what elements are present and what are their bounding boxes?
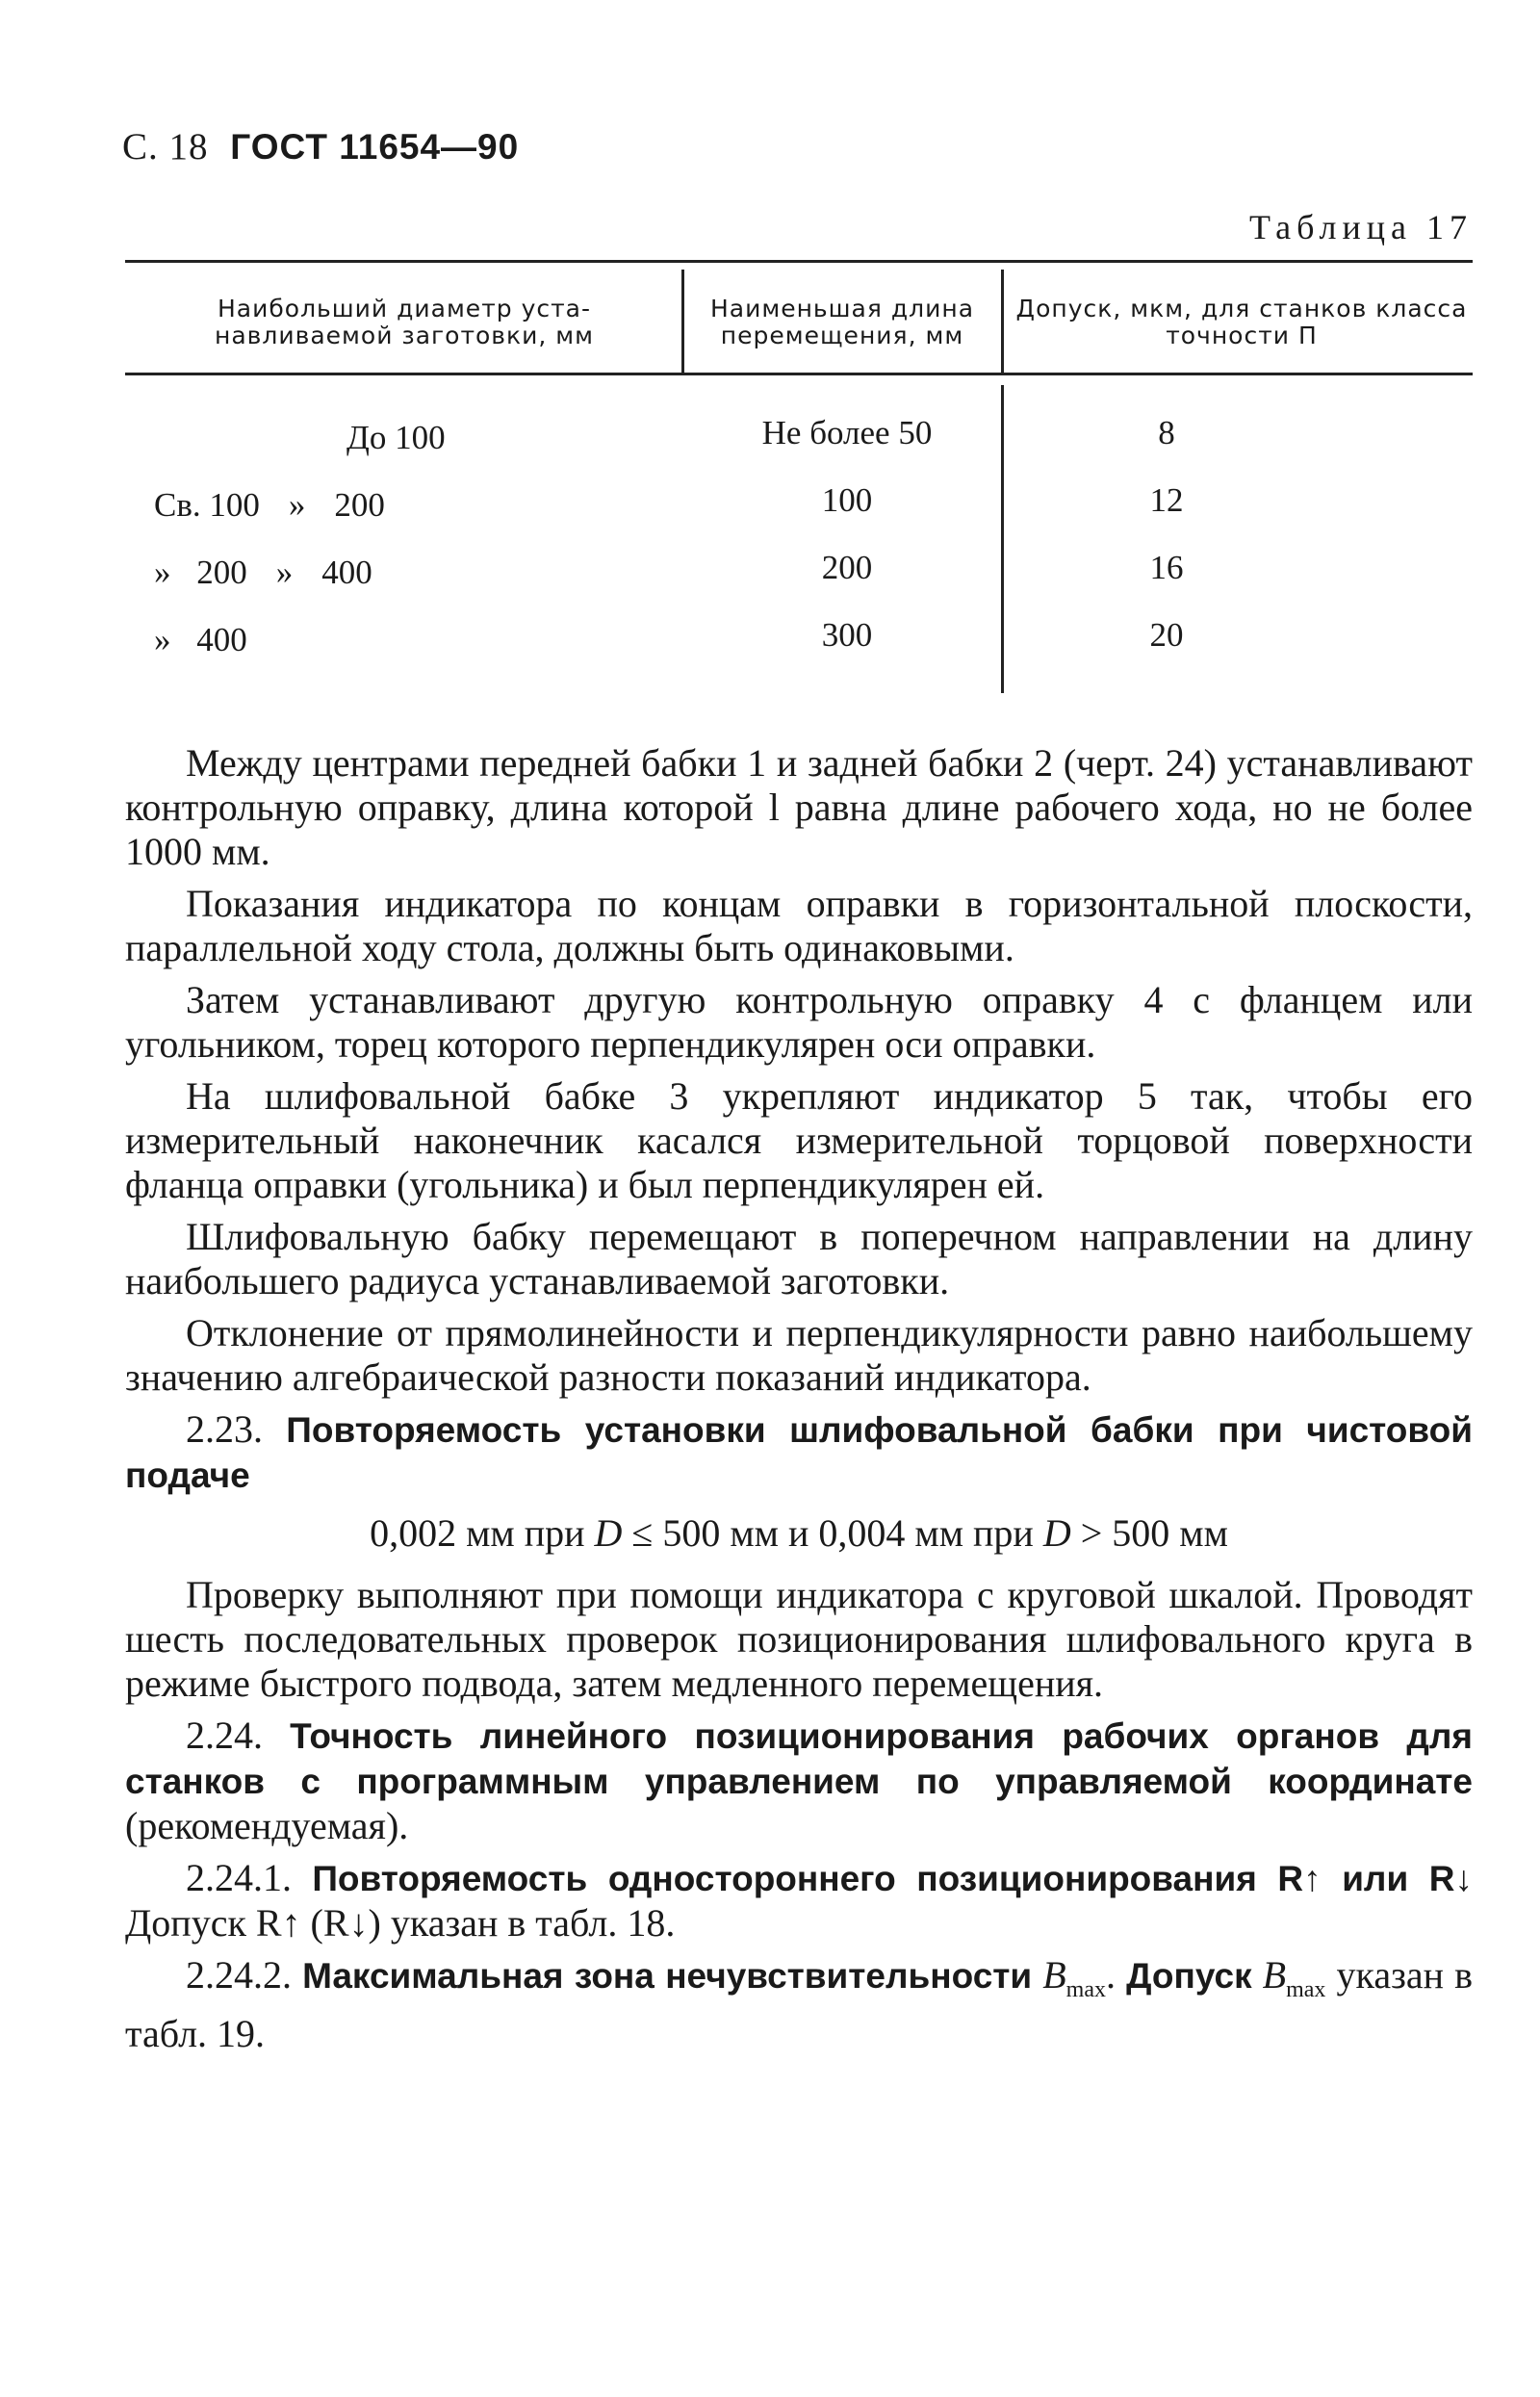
table-cell: 300	[821, 616, 873, 654]
paragraph: Между центрами передней бабки 1 и задней бабки 2 (черт. 24) устанавливают контрольную оправку, длина которой l равна длине рабочего хода, но не более 1000 мм.	[125, 741, 1473, 873]
page-number: С. 18	[122, 126, 209, 168]
range-prefix: »	[154, 554, 171, 591]
table-cell: 200	[821, 549, 873, 586]
table-divider	[1001, 270, 1004, 373]
section-title: Максимальная зона нечувствительности	[302, 1956, 1033, 1996]
body-text	[125, 741, 1473, 2064]
section-number: 2.24.	[186, 1714, 263, 1757]
symbol: B	[1262, 1953, 1287, 1997]
table-cell: Не более 50	[761, 414, 933, 451]
section-text: указан в табл. 19.	[125, 1953, 1474, 2055]
section-2-24-heading	[125, 1714, 1473, 1848]
section-2-24-1	[125, 1856, 1473, 1946]
column-header: Допуск, мкм, для станков класса точности П	[1015, 295, 1468, 349]
range-prefix: »	[154, 621, 171, 658]
formula-part: 500 мм и 0,004 мм при	[662, 1511, 1034, 1555]
section-number: 2.24.1.	[186, 1856, 292, 1899]
table-header-rule	[125, 373, 1473, 375]
section-number: 2.23.	[186, 1407, 263, 1451]
section-note: (рекомендуемая).	[125, 1804, 409, 1847]
paragraph: Показания индикатора по концам оправки в горизонтальной плоскости, параллельной ходу стола, должны быть одинаковыми.	[125, 882, 1473, 969]
range-prefix: »	[275, 554, 294, 591]
table-caption: Таблица 17	[1249, 208, 1473, 246]
range-prefix: Св.	[154, 486, 201, 524]
paragraph: На шлифовальной бабке 3 укрепляют индикатор 5 так, чтобы его измерительный наконечник касался измерительной торцовой поверхности фланца оправки (угольника) и был перпендикулярен ей.	[125, 1074, 1473, 1206]
table-cell	[154, 621, 247, 659]
table-cell: 100	[821, 481, 873, 519]
symbol: B	[1042, 1953, 1066, 1997]
paragraph: Затем устанавливают другую контрольную оправку 4 с фланцем или угольником, торец которого перпендикулярен оси оправки.	[125, 978, 1473, 1066]
range-value: 400	[196, 621, 247, 658]
section-2-24-2: 2.24.2. Максимальная зона нечувствительности $B_{max}$. Допуск $B_{max}$ указан в табл. 19.	[125, 1953, 1474, 2055]
table-top-rule	[125, 260, 1473, 263]
standard-number: ГОСТ 11654—90	[230, 127, 520, 167]
section-text: Допуск R↑ (R↓) указан в табл. 18.	[125, 1901, 676, 1945]
formula-part: 500 мм	[1112, 1511, 1228, 1555]
table-divider	[681, 270, 684, 373]
range-prefix: »	[288, 486, 306, 524]
section-title: Повторяемость одностороннего позиционирования R↑ или R↓	[312, 1859, 1473, 1898]
range-value: 400	[321, 554, 372, 591]
tolerance-formula: 0,002 мм при D ≤ 500 мм и 0,004 мм при D > 500 мм	[370, 1511, 1228, 1555]
paragraph: Проверку выполняют при помощи индикатора с круговой шкалой. Проводят шесть последовательных проверок позиционирования шлифовального круга в режиме быстрого подвода, затем медленного перемещения.	[125, 1573, 1473, 1705]
table-cell: 16	[1149, 549, 1184, 586]
range-value: 200	[334, 486, 385, 524]
column-header: Наименьшая длина перемещения, мм	[709, 295, 975, 349]
range-value: 200	[196, 554, 247, 591]
tolerance-table	[125, 260, 1473, 703]
table-cell	[346, 419, 446, 457]
paragraph: Шлифовальную бабку перемещают в поперечном направлении на длину наибольшего радиуса устанавливаемой заготовки.	[125, 1215, 1473, 1302]
section-2-23-heading	[125, 1407, 1473, 1498]
section-number: 2.24.2.	[186, 1953, 292, 1997]
table-cell: 20	[1149, 616, 1184, 654]
range-prefix: До	[346, 419, 387, 456]
table-cell	[154, 554, 372, 592]
symbol-subscript: max	[1065, 1977, 1106, 2002]
table-cell: 12	[1149, 481, 1184, 519]
section-title: Точность линейного позиционирования рабочих органов для станков с программным управлением по управляемой координате	[125, 1716, 1473, 1801]
section-text: Допуск	[1126, 1956, 1252, 1996]
table-cell: 8	[1158, 414, 1175, 451]
range-value: 100	[395, 419, 446, 456]
page-header	[122, 125, 519, 168]
paragraph: Отклонение от прямолинейности и перпендикулярности равно наибольшему значению алгебраической разности показаний индикатора.	[125, 1311, 1473, 1399]
column-header: Наибольший диаметр уста-навливаемой заготовки, мм	[214, 295, 594, 349]
range-value: 100	[209, 486, 260, 524]
section-title: Повторяемость установки шлифовальной бабки при чистовой подаче	[125, 1410, 1474, 1495]
table-cell	[154, 486, 385, 525]
formula-part: 0,002 мм при	[370, 1511, 585, 1555]
symbol-subscript: max	[1286, 1977, 1326, 2002]
